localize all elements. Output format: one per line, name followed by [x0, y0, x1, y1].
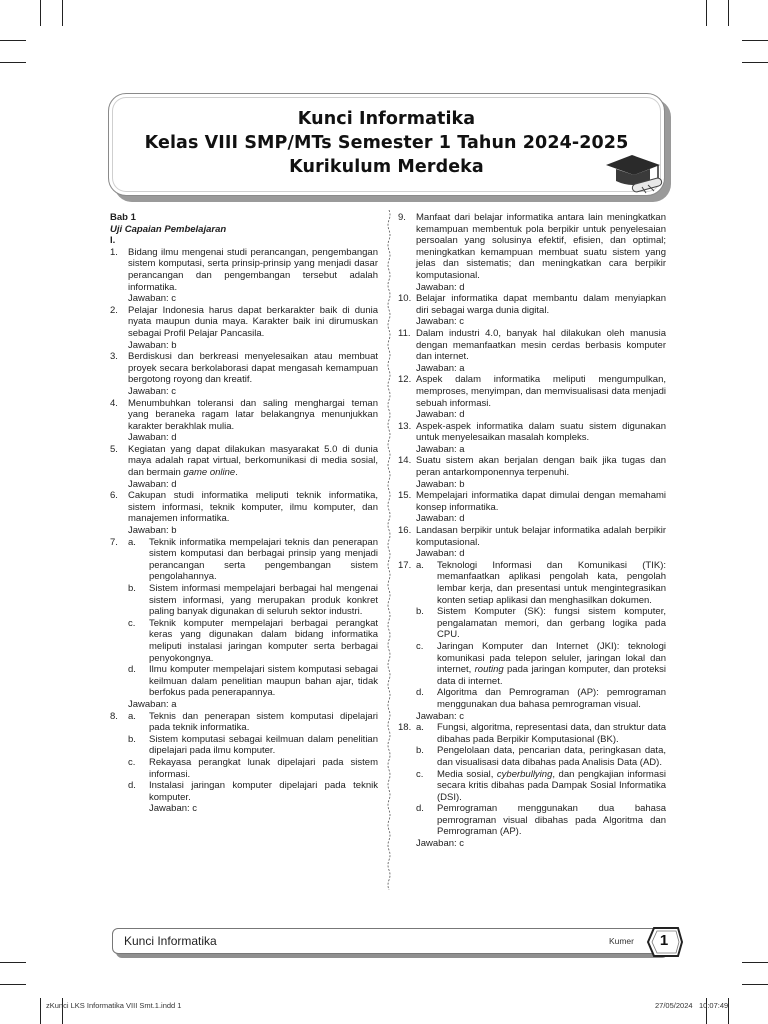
sub-label: b.	[128, 583, 136, 594]
answer: Jawaban: d	[416, 409, 465, 421]
footer-kumer: Kumer	[608, 936, 634, 946]
sub-text: Teknis dan penerapan sistem komputasi dipelajari pada teknik informatika.	[149, 710, 378, 734]
sub-item	[128, 757, 378, 780]
right-column	[398, 212, 666, 850]
question-item	[110, 247, 378, 293]
print-slug-file: zKunci LKS Informatika VIII Smt.1.indd 1	[46, 1001, 182, 1010]
crop-mark	[742, 984, 768, 985]
sub-label: a.	[416, 559, 424, 571]
question-item	[110, 351, 378, 386]
question-text: Landasan berpikir untuk belajar informatika adalah berpikir komputasional.	[416, 525, 666, 548]
sub-label: d.	[128, 664, 136, 676]
sub-item	[416, 722, 666, 745]
sub-items	[128, 711, 378, 815]
question-text: Berdiskusi dan berkreasi menyelesaikan atau membuat proyek secara berkolaborasi dapat mengasah kemampuan bergotong royong dan kreatif.	[128, 351, 378, 386]
question-number: 10.	[398, 293, 412, 305]
question-text: Bidang ilmu mengenai studi perancangan, pengembangan sistem komputasi, serta prinsip-prinsip yang menjadi dasar perancangan dan pengembangan tersebut adalah informatika.	[128, 246, 378, 293]
question-item	[398, 525, 666, 548]
question-text: Aspek-aspek informatika dalam suatu sistem digunakan untuk menyelesaikan masalah kompleks.	[416, 420, 666, 444]
answer: Jawaban: c	[149, 803, 198, 815]
sub-text: Algoritma dan Pemrograman (AP): pemrograman menggunakan dua bahasa pemrograman visual.	[437, 687, 666, 710]
text-run: Media sosial,	[437, 768, 497, 780]
question-item	[398, 212, 666, 282]
question-number: 8.	[110, 710, 118, 722]
sub-text: Rekayasa perangkat lunak dipelajari pada sistem informasi.	[149, 756, 378, 780]
question-item	[398, 455, 666, 478]
doc-title: Kunci Informatika	[297, 109, 476, 129]
question-number: 1.	[110, 246, 118, 258]
sub-item	[416, 641, 666, 687]
sub-label: c.	[416, 768, 424, 780]
question-text: Dalam industri 4.0, banyak hal dilakukan oleh manusia dengan memanfaatkan mesin cerdas berbasis komputer dan internet.	[416, 327, 666, 363]
sub-item	[128, 780, 378, 803]
sub-label: a.	[128, 536, 136, 548]
answer: Jawaban: b	[416, 478, 465, 490]
question-text: Belajar informatika dapat membantu dalam menyiapkan diri sebagai warga dunia digital.	[416, 293, 666, 316]
question-number: 9.	[398, 212, 406, 223]
question-item	[398, 560, 666, 711]
sub-label: b.	[128, 733, 136, 745]
answer: Jawaban: c	[128, 293, 177, 305]
sub-label: d.	[128, 780, 136, 792]
print-slug-date: 27/05/2024	[655, 1001, 693, 1010]
question-item	[398, 421, 666, 444]
sub-text	[437, 641, 666, 687]
sub-label: a.	[128, 710, 136, 722]
text-run-italic: cyberbullying	[496, 768, 553, 780]
footer-title: Kunci Informatika	[124, 934, 217, 948]
question-number: 4.	[110, 397, 118, 409]
question-item	[110, 444, 378, 479]
question-number: 13.	[398, 420, 412, 432]
sub-text: Sistem Komputer (SK): fungsi sistem komputer, pengalamatan memori, dan gerbang logika pada CPU.	[437, 606, 666, 641]
sub-text: Teknik komputer mempelajari berbagai perangkat keras yang digunakan dalam bidang informatika meliputi instalasi jaringan komputer serta berbagai penyokongnya.	[149, 617, 378, 664]
sub-text: Teknik informatika mempelajari teknis dan penerapan sistem komputasi dan berbagai prinsip yang menjadi perancangan serta pengembangan sistem pengolahannya.	[149, 536, 378, 583]
answer: Jawaban: d	[416, 513, 465, 525]
answer: Jawaban: d	[416, 281, 465, 293]
question-number: 7.	[110, 536, 118, 548]
question-item	[110, 398, 378, 433]
section-title: Uji Capaian Pembelajaran	[110, 223, 227, 235]
text-run-italic: game online	[183, 467, 236, 479]
crop-mark	[742, 962, 768, 963]
sub-label-spacer	[128, 803, 149, 815]
sub-item	[416, 803, 666, 838]
graduation-cap-icon	[602, 151, 664, 195]
sub-answer	[128, 803, 378, 815]
text-run: .	[235, 467, 238, 479]
sub-item	[128, 618, 378, 664]
answer: Jawaban: c	[416, 710, 465, 722]
sub-text: Pengelolaan data, pencarian data, peringkasan data, dan visualisasi data dibahas pada Analisis Data (AD).	[437, 745, 666, 768]
sub-item	[128, 583, 378, 618]
crop-mark	[728, 0, 729, 26]
title-block	[126, 107, 647, 179]
question-text: Suatu sistem akan berjalan dengan baik jika tugas dan peran antarkomponennya terpenuhi.	[416, 455, 666, 479]
sub-item	[128, 711, 378, 734]
question-number: 18.	[398, 722, 412, 734]
question-number: 11.	[398, 327, 411, 339]
answer: Jawaban: b	[128, 525, 177, 537]
text-run: pada jaringan komputer, dan proteksi data di internet.	[437, 664, 666, 687]
question-number: 6.	[110, 490, 118, 502]
question-text: Menumbuhkan toleransi dan saling menghargai teman yang beraneka ragam latar belakangnya menunjukkan karakter berakhlak mulia.	[128, 397, 378, 432]
sub-text: Instalasi jaringan komputer dipelajari pada teknik komputer.	[149, 780, 378, 803]
question-item	[110, 711, 378, 815]
crop-mark	[0, 62, 26, 63]
crop-mark	[742, 62, 768, 63]
question-item	[398, 328, 666, 363]
sub-item	[416, 769, 666, 804]
sub-text: Sistem informasi mempelajari berbagai hal mengenai sistem informasi, yang merupakan produk konkret paling banyak digunakan di seluruh sektor industri.	[149, 583, 378, 618]
text-run: Jaringan Komputer dan Internet (JKI): teknologi komunikasi pada telepon seluler, jaringan lokal dan internet,	[437, 640, 666, 676]
sub-items	[128, 537, 378, 699]
page-number: 1	[659, 932, 669, 949]
question-item	[398, 490, 666, 513]
question-number: 5.	[110, 443, 118, 455]
question-item	[398, 293, 666, 316]
crop-mark	[0, 984, 26, 985]
sub-item	[128, 734, 378, 757]
sub-label: d.	[416, 803, 424, 815]
sub-text: Teknologi Informasi dan Komunikasi (TIK): memanfaatkan aplikasi pengolah kata, pengolah lembar kerja, dan presentasi untuk mengintegrasikan konten setiap aplikasi dan menghasilkan dokumen.	[437, 559, 666, 606]
crop-mark	[706, 0, 707, 26]
question-item	[398, 374, 666, 409]
question-number: 17.	[398, 559, 412, 571]
question-text: Cakupan studi informatika meliputi teknik informatika, sistem informasi, teknik komputer, ilmu komputer, dan manajemen informatika.	[128, 490, 378, 525]
sub-label: a.	[416, 722, 424, 734]
text-run: , dan pengkajian informasi secara kritis dibahas pada Dampak Sosial Informatika (DSI).	[437, 768, 666, 803]
sub-label: c.	[416, 640, 424, 652]
question-item	[110, 305, 378, 340]
sub-item	[128, 664, 378, 699]
sub-label: c.	[128, 756, 136, 768]
answer: Jawaban: c	[128, 385, 177, 397]
crop-mark	[40, 998, 41, 1024]
question-number: 3.	[110, 351, 118, 363]
sub-item	[416, 606, 666, 641]
answer: Jawaban: d	[128, 478, 177, 490]
question-text: Mempelajari informatika dapat dimulai dengan memahami konsep informatika.	[416, 490, 666, 513]
text-run: Kegiatan yang dapat dilakukan masyarakat 5.0 di dunia maya adalah rapat virtual, berkomunikasi di media sosial, dan bermain	[128, 443, 378, 479]
sub-label: d.	[416, 687, 424, 699]
sub-item	[416, 745, 666, 768]
crop-mark	[40, 0, 41, 26]
print-slug-time: 10:07:49	[699, 1001, 729, 1010]
footer-bar	[112, 928, 664, 954]
answer: Jawaban: c	[416, 316, 465, 328]
sub-items	[416, 560, 666, 711]
question-number: 2.	[110, 304, 118, 316]
left-column	[110, 212, 378, 815]
column-divider	[386, 210, 392, 890]
question-text: Pelajar Indonesia harus dapat berkarakter baik di dunia nyata maupun dunia maya. Karakter baik ini dirumuskan sebagai Profil Pelajar Pancasila.	[128, 304, 378, 339]
question-number: 16.	[398, 525, 412, 537]
crop-mark	[62, 0, 63, 26]
doc-subtitle: Kelas VIII SMP/MTs Semester 1 Tahun 2024-2025	[144, 133, 629, 153]
sub-label: b.	[416, 745, 424, 757]
answer: Jawaban: a	[128, 698, 177, 710]
title-box	[108, 93, 665, 196]
sub-text: Pemrograman menggunakan dua bahasa pemrograman visual dibahas pada Algoritma dan Pemrograman (AP).	[437, 803, 666, 838]
chapter-label: Bab 1	[110, 212, 136, 223]
question-text: Manfaat dari belajar informatika antara lain meningkatkan kemampuan membentuk pola berpikir untuk penyelesaian persoalan yang solusinya efektif, efisien, dan optimal; meningkatkan kemampuan membuat suatu sistem yang jelas dan sistematis; dan meningkatkan cara berpikir komputasional.	[416, 212, 666, 281]
answer: Jawaban: d	[416, 548, 465, 560]
question-number: 15.	[398, 490, 412, 502]
sub-text: Sistem komputasi sebagai keilmuan dalam penelitian dipelajari pada ilmu komputer.	[149, 733, 378, 757]
question-text: Aspek dalam informatika meliputi mengumpulkan, memproses, menyimpan, dan memvisualisasi data menjadi sebuah informasi.	[416, 374, 666, 409]
crop-mark	[0, 962, 26, 963]
answer: Jawaban: a	[416, 362, 465, 374]
question-item	[110, 490, 378, 525]
question-item	[110, 537, 378, 699]
answer: Jawaban: d	[128, 432, 177, 444]
answer: Jawaban: b	[128, 339, 177, 351]
text-run-italic: routing	[474, 664, 504, 676]
answer: Jawaban: c	[416, 838, 465, 850]
question-number: 14.	[398, 455, 412, 467]
sub-text: Ilmu komputer mempelajari sistem komputasi sebagai keilmuan dalam penelitian maupun bahan ajar, tidak berfokus pada penerapannya.	[149, 664, 378, 699]
question-number: 12.	[398, 374, 412, 386]
crop-mark	[742, 40, 768, 41]
crop-mark	[0, 40, 26, 41]
section-roman: I.	[110, 235, 116, 247]
sub-item	[128, 537, 378, 583]
question-text	[128, 444, 378, 479]
sub-item	[416, 560, 666, 606]
sub-item	[416, 687, 666, 710]
sub-label: b.	[416, 606, 424, 618]
sub-items	[416, 722, 666, 838]
answer: Jawaban: a	[416, 443, 465, 455]
question-item	[398, 722, 666, 838]
sub-label: c.	[128, 617, 136, 629]
doc-curriculum: Kurikulum Merdeka	[289, 157, 484, 177]
sub-text	[437, 769, 666, 804]
sub-text: Fungsi, algoritma, representasi data, dan struktur data dibahas pada Berpikir Komputasional (BK).	[437, 722, 666, 745]
